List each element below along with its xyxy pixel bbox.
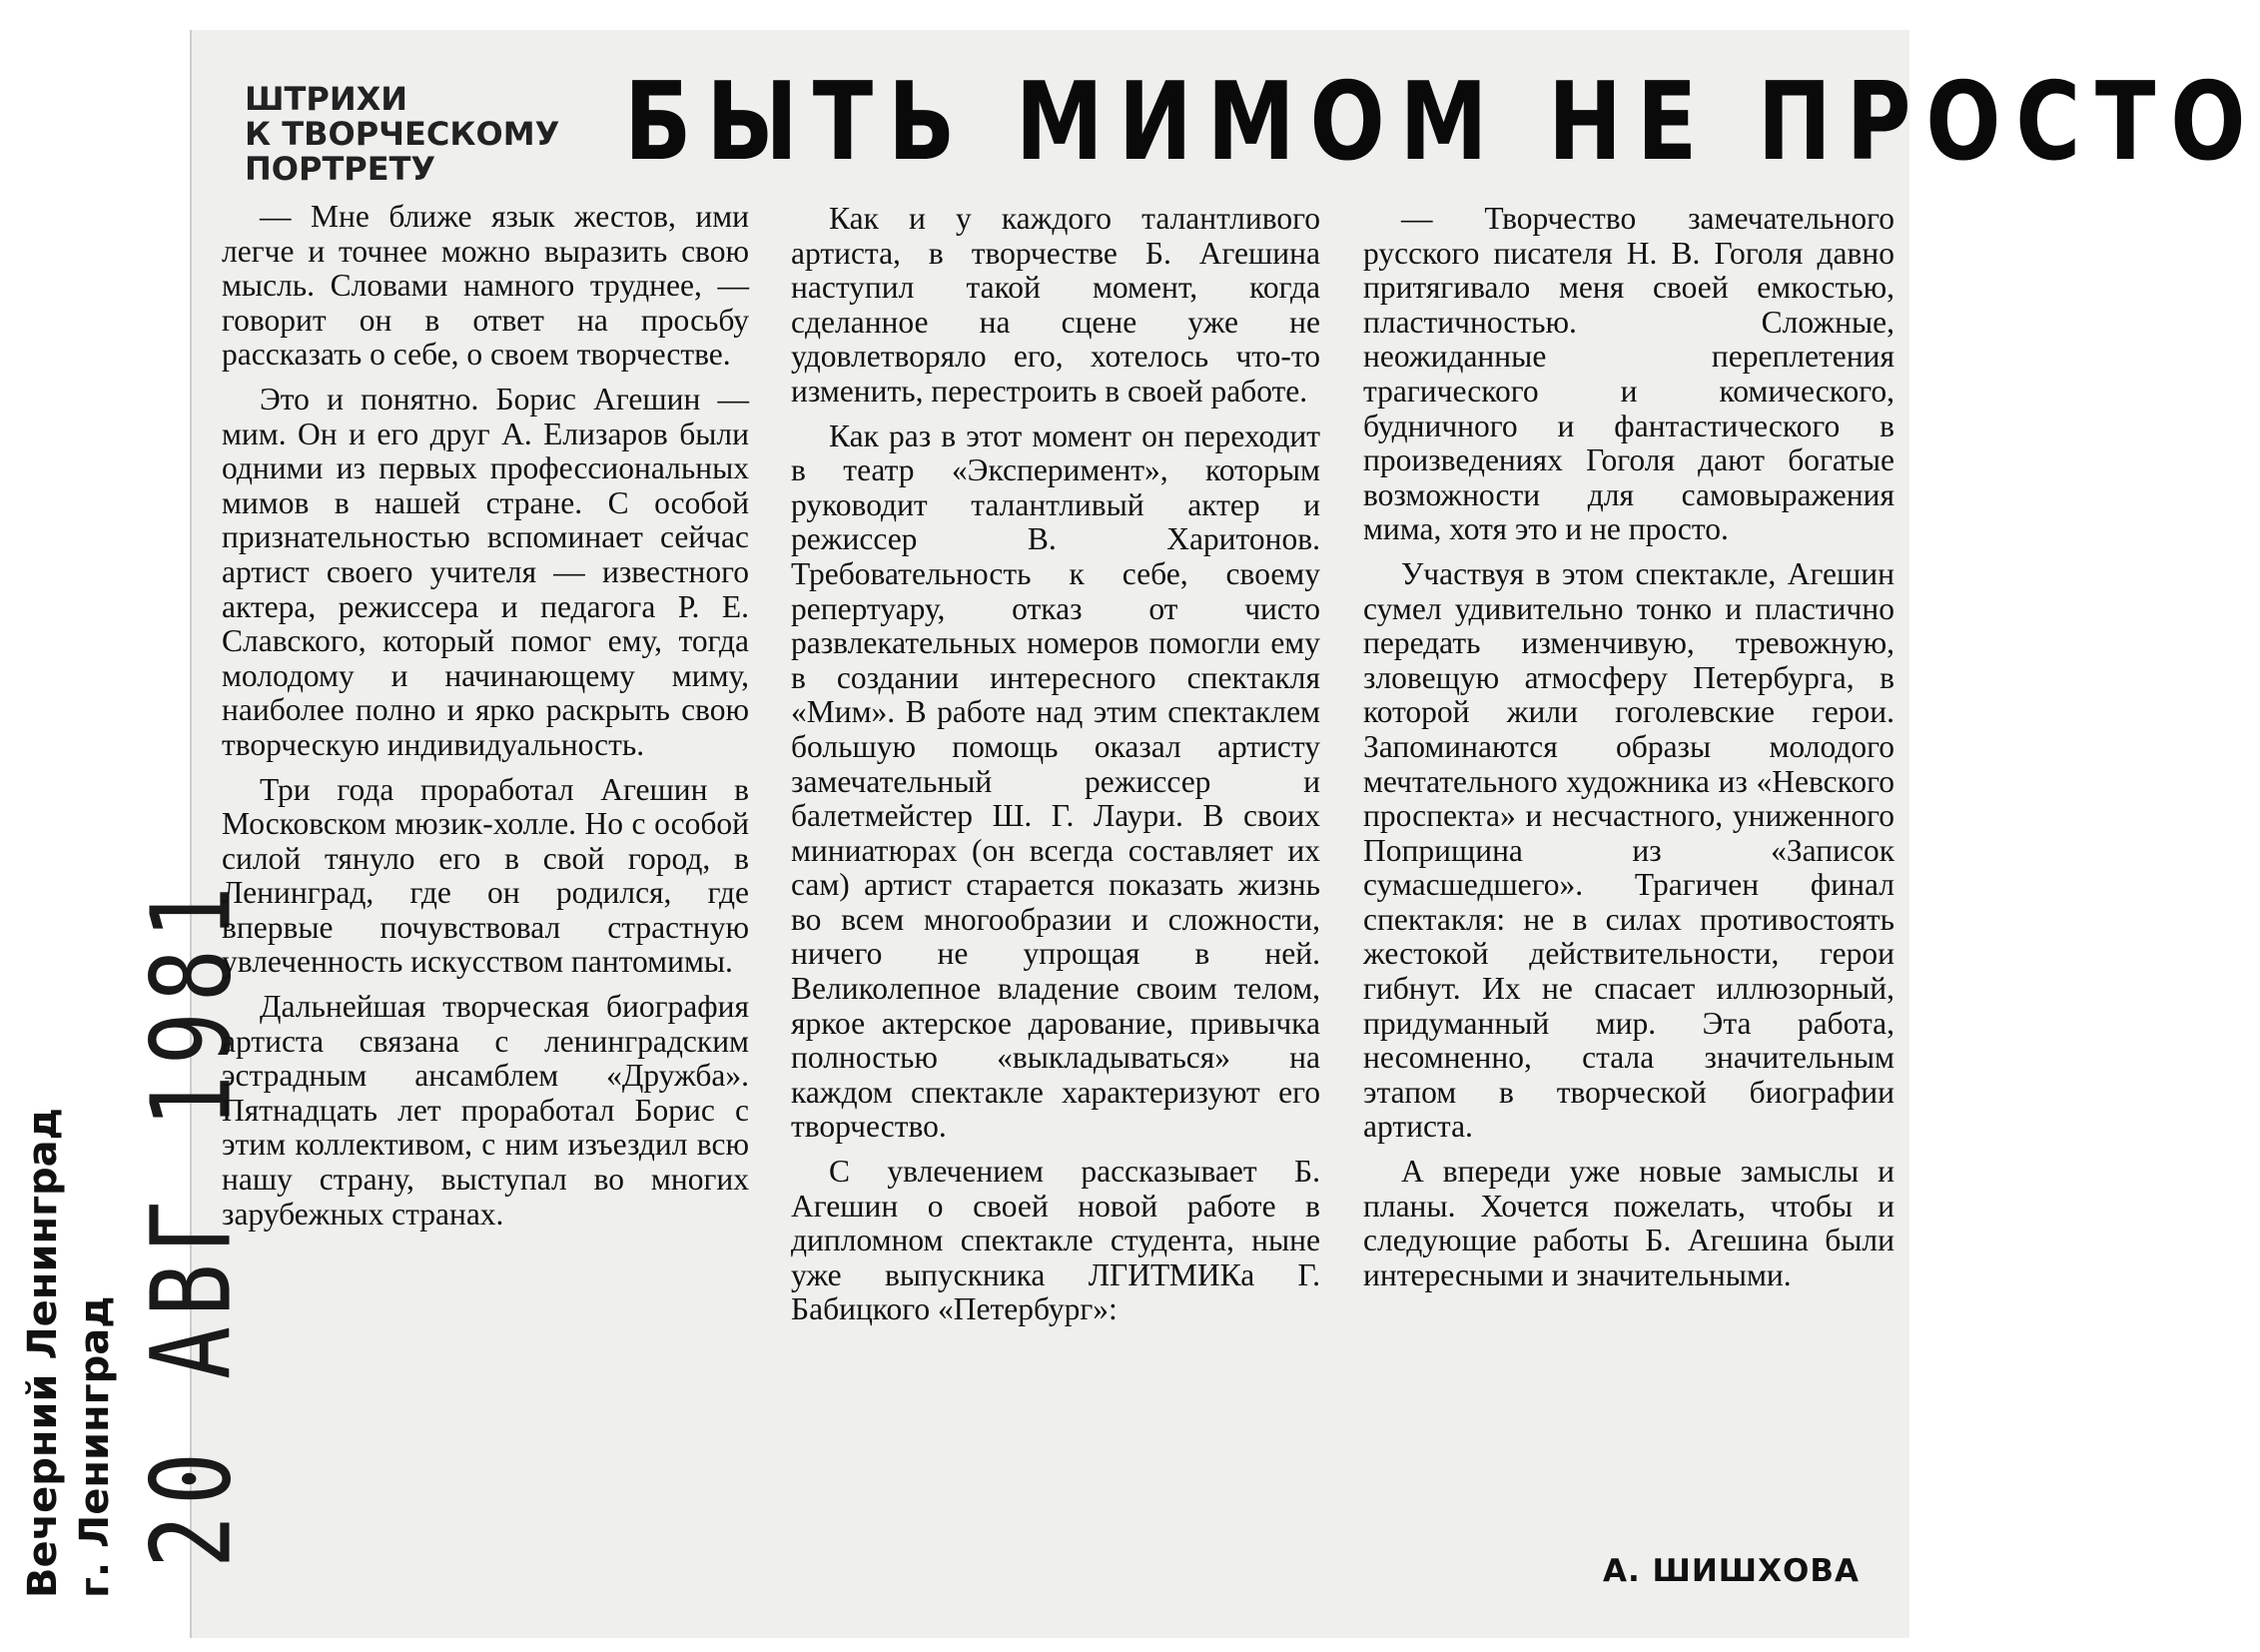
stamp-newspaper-name: Вечерний Ленинград xyxy=(20,1108,66,1598)
author-signature: А. ШИШХОВА xyxy=(1603,1553,1860,1589)
paragraph: — Мне ближе язык жестов, ими легче и точнее можно выразить свою мысль. Словами намного труднее, — говорит он в ответ на просьбу рассказать о себе, о своем творчестве. xyxy=(222,199,749,373)
stamp-city: г. Ленинград xyxy=(72,1295,118,1598)
article-headline: БЫТЬ МИМОМ НЕ ПРОСТО xyxy=(624,60,2260,185)
paragraph: — Творчество замечательного русского писателя Н. В. Гоголя давно притягивало меня своей емкостью, пластичностью. Сложные, неожиданные переплетения трагического и комического, будничного и фантастического в произведениях Гоголя дают богатые возможности для самовыражения мима, хотя это и не просто. xyxy=(1363,201,1894,547)
paragraph: С увлечением рассказывает Б. Агешин о своей новой работе в дипломном спектакле студента, ныне уже выпускника ЛГИТМИКа Г. Бабицкого «Петербург»: xyxy=(791,1154,1320,1327)
paragraph: Дальнейшая творческая биография артиста связана с ленинградским эстрадным ансамблем «Дружба». Пятнадцать лет проработал Борис с этим коллективом, с ним изъездил всю нашу страну, выступал во многих зарубежных странах. xyxy=(222,989,749,1232)
rubric xyxy=(245,82,564,187)
rubric-line: К ТВОРЧЕСКОМУ xyxy=(245,115,560,153)
paragraph: Это и понятно. Борис Агешин — мим. Он и его друг А. Елизаров были одними из первых профессиональных мимов в нашей стране. С особой признательностью вспоминает сейчас артист своего учителя — известного актера, режиссера и педагога Р. Е. Славского, который помог ему, тогда молодому и начинающему миму, наиболее полно и ярко раскрыть свою творческую индивидуальность. xyxy=(222,381,749,762)
article-column-1 xyxy=(222,200,749,1241)
stamp-date: 20 АВГ 1981 xyxy=(127,876,256,1568)
paragraph: Участвуя в этом спектакле, Агешин сумел удивительно тонко и пластично передать изменчивую, тревожную, зловещую атмосферу Петербурга, в которой жили гоголевские герои. Запоминаются образы молодого мечтательного художника из «Невского проспекта» и несчастного, униженного Поприщина из «Записок сумасшедшего». Трагичен финал спектакля: не в силах противостоять жестокой действительности, герои гибнут. Их не спасает иллюзорный, придуманный мир. Эта работа, несомненно, стала значительным этапом в творческой биографии артиста. xyxy=(1363,555,1894,1145)
paragraph: Как и у каждого талантливого артиста, в творчестве Б. Агешина наступил такой момент, когда сделанное на сцене уже не удовлетворяло его, хотелось что-то изменить, перестроить в своей работе. xyxy=(791,201,1320,409)
rubric-line: ПОРТРЕТУ xyxy=(245,150,436,188)
article-column-2 xyxy=(791,202,1320,1337)
paragraph: А впереди уже новые замыслы и планы. Хочется пожелать, чтобы и следующие работы Б. Агешина были интересными и значительными. xyxy=(1363,1154,1894,1292)
paragraph: Три года проработал Агешин в Московском мюзик-холле. Но с особой силой тянуло его в свой город, в Ленинград, где он родился, где впервые почувствовал страстную увлеченность искусством пантомимы. xyxy=(222,771,749,980)
article-column-3 xyxy=(1363,202,1894,1302)
paragraph: Как раз в этот момент он переходит в театр «Эксперимент», которым руководит талантливый актер и режиссер В. Харитонов. Требовательность к себе, своему репертуару, отказ от чисто развлекательных номеров помогли ему в создании интересного спектакля «Мим». В работе над этим спектаклем большую помощь оказал артисту замечательный режиссер и балетмейстер Ш. Г. Лаури. В своих миниатюрах (он всегда составляет их сам) артист старается показать жизнь во всем многообразии и сложности, ничего не упрощая в ней. Великолепное владение своим телом, яркое актерское дарование, привычка полностью «выкладываться» на каждом спектакле характеризуют его творчество. xyxy=(791,417,1320,1145)
rubric-line: ШТРИХИ xyxy=(245,80,408,118)
